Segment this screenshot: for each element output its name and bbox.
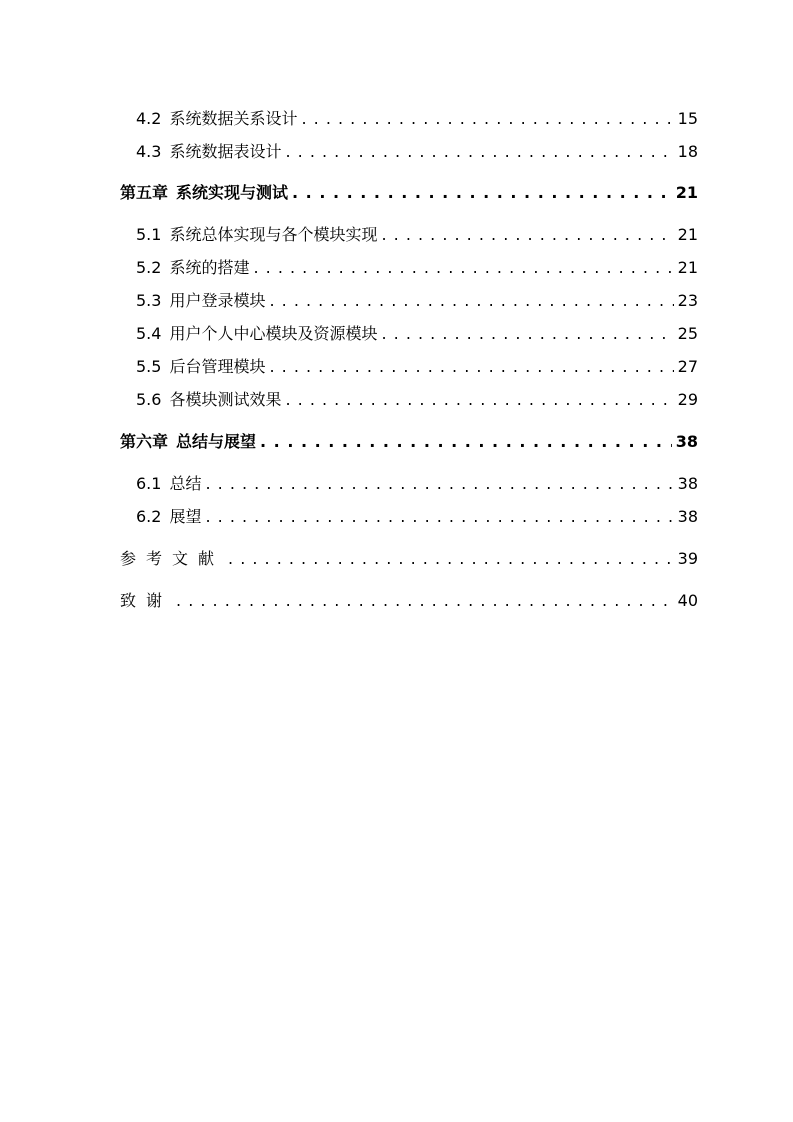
dot-leader [260,431,672,453]
toc-entry-number: 5.3 [136,291,162,310]
toc-entry-title: 展望 [169,507,202,526]
toc-entry-references[interactable] [120,544,698,570]
toc-entry-number: 4.3 [136,142,162,161]
dot-leader [228,548,674,570]
toc-entry-5-3[interactable] [136,286,698,312]
toc-chapter-5[interactable] [120,178,698,204]
dot-leader [381,224,673,246]
toc-entry-number: 6.2 [136,507,162,526]
toc-entry-page: 39 [677,549,698,568]
toc-entry-page: 40 [677,591,698,610]
toc-entry-number: 6.1 [136,474,162,493]
toc-entry-title: 系统数据表设计 [169,142,282,161]
toc-entry-acknowledgements[interactable] [120,586,698,612]
toc-entry-number: 5.2 [136,258,162,277]
toc-entry-6-2[interactable] [136,502,698,528]
toc-entry-5-4[interactable] [136,319,698,345]
toc-entry-title: 致谢 [120,591,173,610]
toc-entry-title: 系统的搭建 [169,258,250,277]
toc-entry-number: 5.5 [136,357,162,376]
dot-leader [292,182,672,204]
dot-leader [269,290,673,312]
toc-entry-number: 5.6 [136,390,162,409]
toc-entry-page: 25 [677,324,698,343]
dot-leader [301,108,673,130]
toc-entry-page: 18 [677,142,698,161]
toc-entry-5-6[interactable] [136,385,698,411]
toc-chapter-number: 第五章 [120,183,169,202]
toc-entry-page: 23 [677,291,698,310]
dot-leader [381,323,673,345]
toc-entry-page: 21 [677,225,698,244]
dot-leader [253,257,673,279]
toc-entry-title: 系统总体实现与各个模块实现 [169,225,378,244]
toc-entry-page: 29 [677,390,698,409]
toc-entry-title: 系统数据关系设计 [169,109,298,128]
toc-entry-number: 5.4 [136,324,162,343]
toc-entry-5-2[interactable] [136,253,698,279]
toc-entry-6-1[interactable] [136,469,698,495]
toc-entry-page: 38 [677,474,698,493]
toc-entry-number: 5.1 [136,225,162,244]
toc-entry-page: 27 [677,357,698,376]
dot-leader [269,356,673,378]
toc-chapter-6[interactable] [120,427,698,453]
toc-entry-number: 4.2 [136,109,162,128]
toc-chapter-title: 系统实现与测试 [176,183,289,202]
toc-entry-title: 用户个人中心模块及资源模块 [169,324,378,343]
dot-leader [285,389,673,411]
dot-leader [205,506,673,528]
toc-entry-4-3[interactable] [136,137,698,163]
toc-entry-title: 用户登录模块 [169,291,266,310]
toc-entry-page: 38 [677,507,698,526]
toc-entry-page: 38 [675,432,698,451]
toc-entry-title: 总结 [169,474,202,493]
toc-entry-title: 后台管理模块 [169,357,266,376]
toc-entry-5-5[interactable] [136,352,698,378]
toc-entry-page: 21 [677,258,698,277]
dot-leader [285,141,673,163]
toc-entry-title: 参考文献 [120,549,225,568]
toc-entry-4-2[interactable] [136,104,698,130]
dot-leader [205,473,673,495]
dot-leader [176,590,674,612]
toc-chapter-number: 第六章 [120,432,169,451]
toc-entry-page: 21 [675,183,698,202]
toc-entry-page: 15 [677,109,698,128]
toc-entry-title: 各模块测试效果 [169,390,282,409]
toc-entry-5-1[interactable] [136,220,698,246]
toc-chapter-title: 总结与展望 [176,432,257,451]
